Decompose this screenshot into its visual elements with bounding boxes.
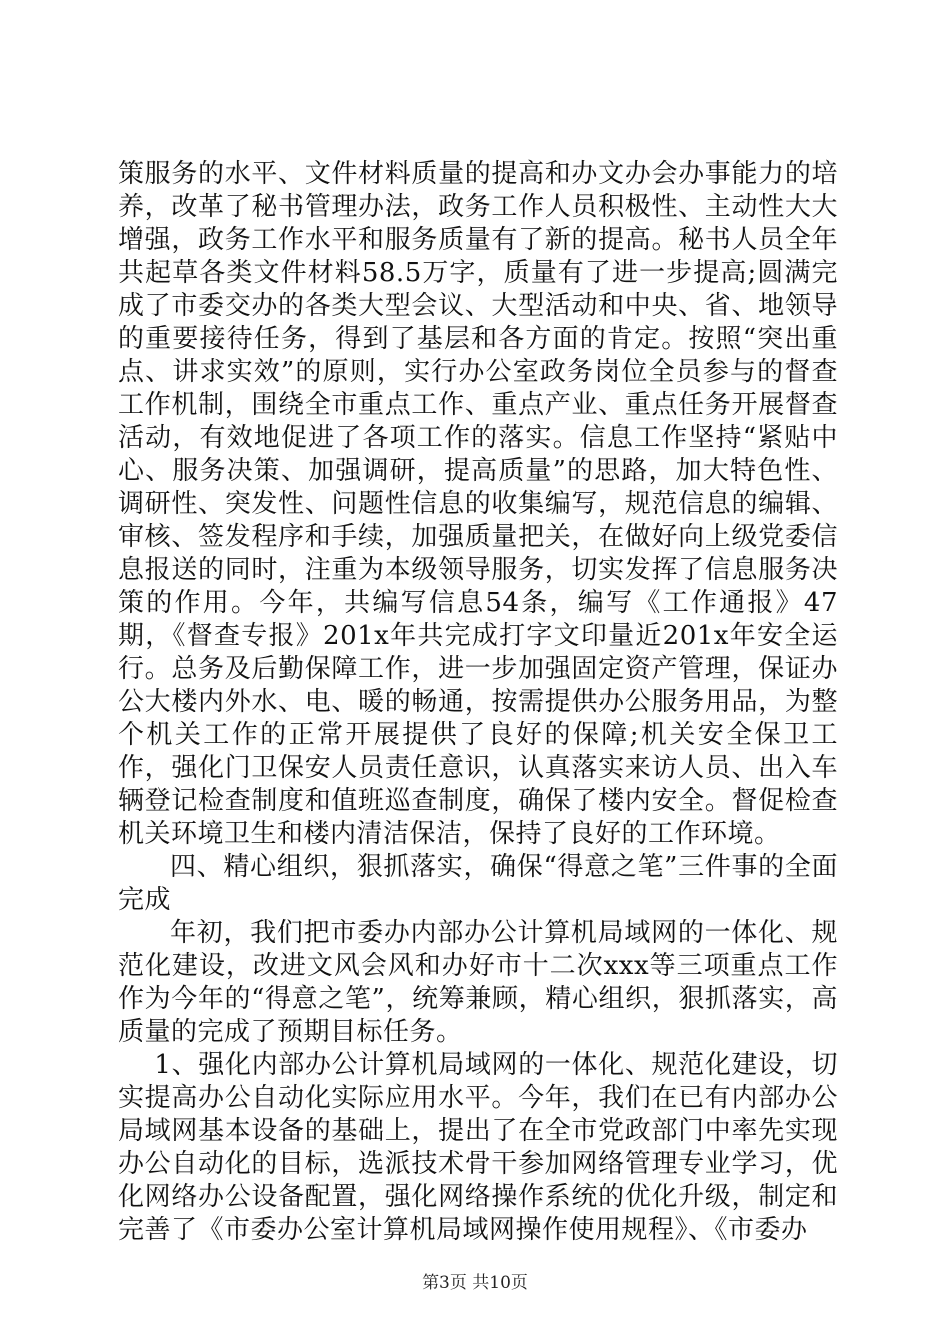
paragraph-summary: 策服务的水平、文件材料质量的提高和办文办会办事能力的培养，改革了秘书管理办法，政务工作人员积极性、主动性大大增强，政务工作水平和服务质量有了新的提高。秘书人员全年共起草各类文件材料58.5万字，质量有了进一步提高;圆满完成了市委交办的各类大型会议、大型活动和中央、省、地领导的重要接待任务，得到了基层和各方面的肯定。按照“突出重点、讲求实效”的原则，实行办公室政务岗位全员参与的督查工作机制，围绕全市重点工作、重点产业、重点任务开展督查活动，有效地促进了各项工作的落实。信息工作坚持“紧贴中心、服务决策、加强调研，提高质量”的思路，加大特色性、调研性、突发性、问题性信息的收集编写，规范信息的编辑、审核、签发程序和手续，加强质量把关，在做好向上级党委信息报送的同时，注重为本级领导服务，切实发挥了信息服务决策的作用。今年，共编写信息54条，编写《工作通报》47期，《督查专报》201x年共完成打字文印量近201x年安全运行。总务及后勤保障工作，进一步加强固定资产管理，保证办公大楼内外水、电、暖的畅通，按需提供办公服务用品，为整个机关工作的正常开展提供了良好的保障;机关安全保卫工作，强化门卫保安人员责任意识，认真落实来访人员、出入车辆登记检查制度和值班巡查制度，确保了楼内安全。督促检查机关环境卫生和楼内清洁保洁，保持了良好的工作环境。	[118, 159, 838, 849]
paragraph-intro: 年初，我们把市委办内部办公计算机局域网的一体化、规范化建设，改进文风会风和办好市十二次xxx等三项重点工作作为今年的“得意之笔”，统筹兼顾，精心组织，狠抓落实，高质量的完成了预期目标任务。	[118, 918, 838, 1047]
section-heading-four: 四、精心组织，狠抓落实，确保“得意之笔”三件事的全面完成	[118, 852, 838, 915]
page-number-footer: 第3页 共10页	[422, 1273, 528, 1293]
document-body	[118, 158, 838, 1247]
paragraph-item-one: 1、强化内部办公计算机局域网的一体化、规范化建设，切实提高办公自动化实际应用水平。今年，我们在已有内部办公局域网基本设备的基础上，提出了在全市党政部门中率先实现办公自动化的目标，选派技术骨干参加网络管理专业学习，优化网络办公设备配置，强化网络操作系统的优化升级，制定和完善了《市委办公室计算机局域网操作使用规程》、《市委办	[118, 1050, 838, 1245]
